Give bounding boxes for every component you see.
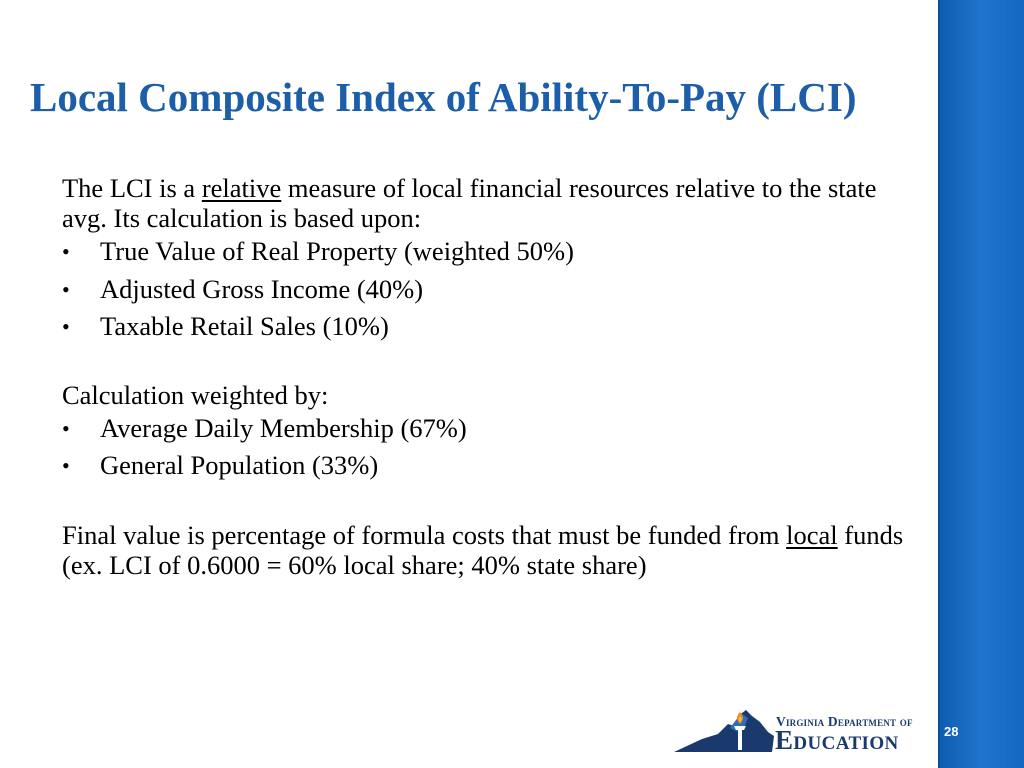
list-item (62, 447, 912, 485)
list-item-text: General Population (33%) (100, 450, 379, 480)
logo-line-1: Virginia Department of (776, 714, 913, 729)
intro-text-2: measure of local financial resources relative to the state avg. Its calculation is based upon: (62, 173, 877, 233)
list-item (62, 233, 912, 271)
logo-line-2: Education (775, 725, 899, 755)
final-paragraph (62, 520, 912, 580)
virginia-state-icon (672, 706, 776, 754)
components-list (62, 233, 912, 346)
bullet-glyph: • (62, 415, 70, 441)
list-item (62, 410, 912, 448)
slide-title: Local Composite Index of Ability-To-Pay (LCI) (30, 74, 857, 120)
final-underlined-word: local (786, 519, 838, 550)
bullet-glyph: • (62, 453, 70, 478)
list-item (62, 308, 912, 346)
vdoe-logo (672, 706, 930, 754)
list-item-text: Average Daily Membership (67%) (100, 412, 467, 443)
final-text-1: Final value is percentage of formula costs that must be funded from (62, 519, 787, 550)
list-item-text: Adjusted Gross Income (40%) (100, 273, 424, 304)
bullet-glyph: • (62, 314, 70, 339)
list-item-text: Taxable Retail Sales (10%) (100, 311, 389, 341)
intro-paragraph (62, 173, 912, 233)
side-accent-bar (938, 0, 1024, 768)
final-text-2: funds (ex. LCI of 0.6000 = 60% local share; 40% state share) (62, 519, 904, 580)
list-item-text: True Value of Real Property (weighted 50%) (100, 236, 574, 266)
weights-list (62, 410, 912, 485)
bullet-glyph: • (62, 239, 70, 264)
intro-text-1: The LCI is a (62, 173, 202, 203)
weighting-heading: Calculation weighted by: (62, 379, 329, 410)
intro-underlined-word: relative (201, 173, 282, 203)
slide-body (62, 173, 912, 580)
page-number: 28 (944, 724, 959, 739)
list-item (62, 271, 912, 309)
bullet-glyph: • (62, 276, 70, 302)
